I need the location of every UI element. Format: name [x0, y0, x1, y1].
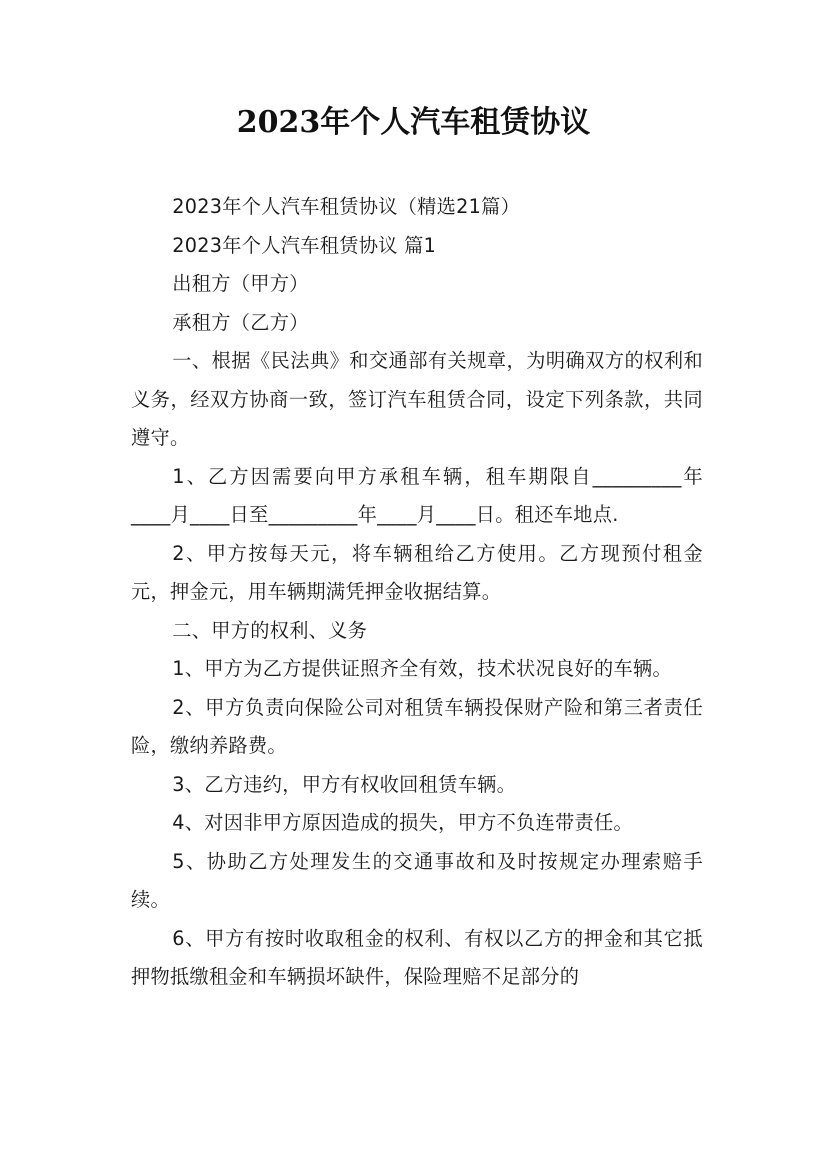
paragraph: 3、乙方违约，甲方有权收回租赁车辆。	[172, 772, 517, 796]
document-title: 2023年个人汽车租赁协议	[236, 105, 591, 140]
paragraph: 二、甲方的权利、义务	[172, 618, 368, 642]
paragraph: 6、甲方有按时收取租金的权利、有权以乙方的押金和其它抵押物抵缴租金和车辆损坏缺件，保险理赔不足部分的	[131, 926, 703, 988]
paragraph: 5、协助乙方处理发生的交通事故和及时按规定办理索赔手续。	[131, 849, 703, 911]
paragraph: 2、甲方按每天元，将车辆租给乙方使用。乙方现预付租金元，押金元，用车辆期满凭押金收据结算。	[131, 541, 703, 603]
document-body	[131, 188, 703, 997]
paragraph: 承租方（乙方）	[172, 310, 309, 334]
paragraph: 1、甲方为乙方提供证照齐全有效，技术状况良好的车辆。	[172, 657, 672, 680]
paragraph: 出租方（甲方）	[172, 272, 309, 295]
paragraph: 2023年个人汽车租赁协议 篇1	[172, 233, 437, 257]
paragraph: 1、乙方因需要向甲方承租车辆，租车期限自_________年____月____日至_________年____月____日。租还车地点.	[131, 464, 703, 526]
paragraph: 2023年个人汽车租赁协议（精选21篇）	[172, 195, 521, 218]
paragraph: 2、甲方负责向保险公司对租赁车辆投保财产险和第三者责任险，缴纳养路费。	[131, 695, 703, 757]
paragraph: 一、根据《民法典》和交通部有关规章，为明确双方的权利和义务，经双方协商一致，签订汽车租赁合同，设定下列条款，共同遵守。	[131, 349, 703, 449]
paragraph: 4、对因非甲方原因造成的损失，甲方不负连带责任。	[172, 811, 633, 834]
